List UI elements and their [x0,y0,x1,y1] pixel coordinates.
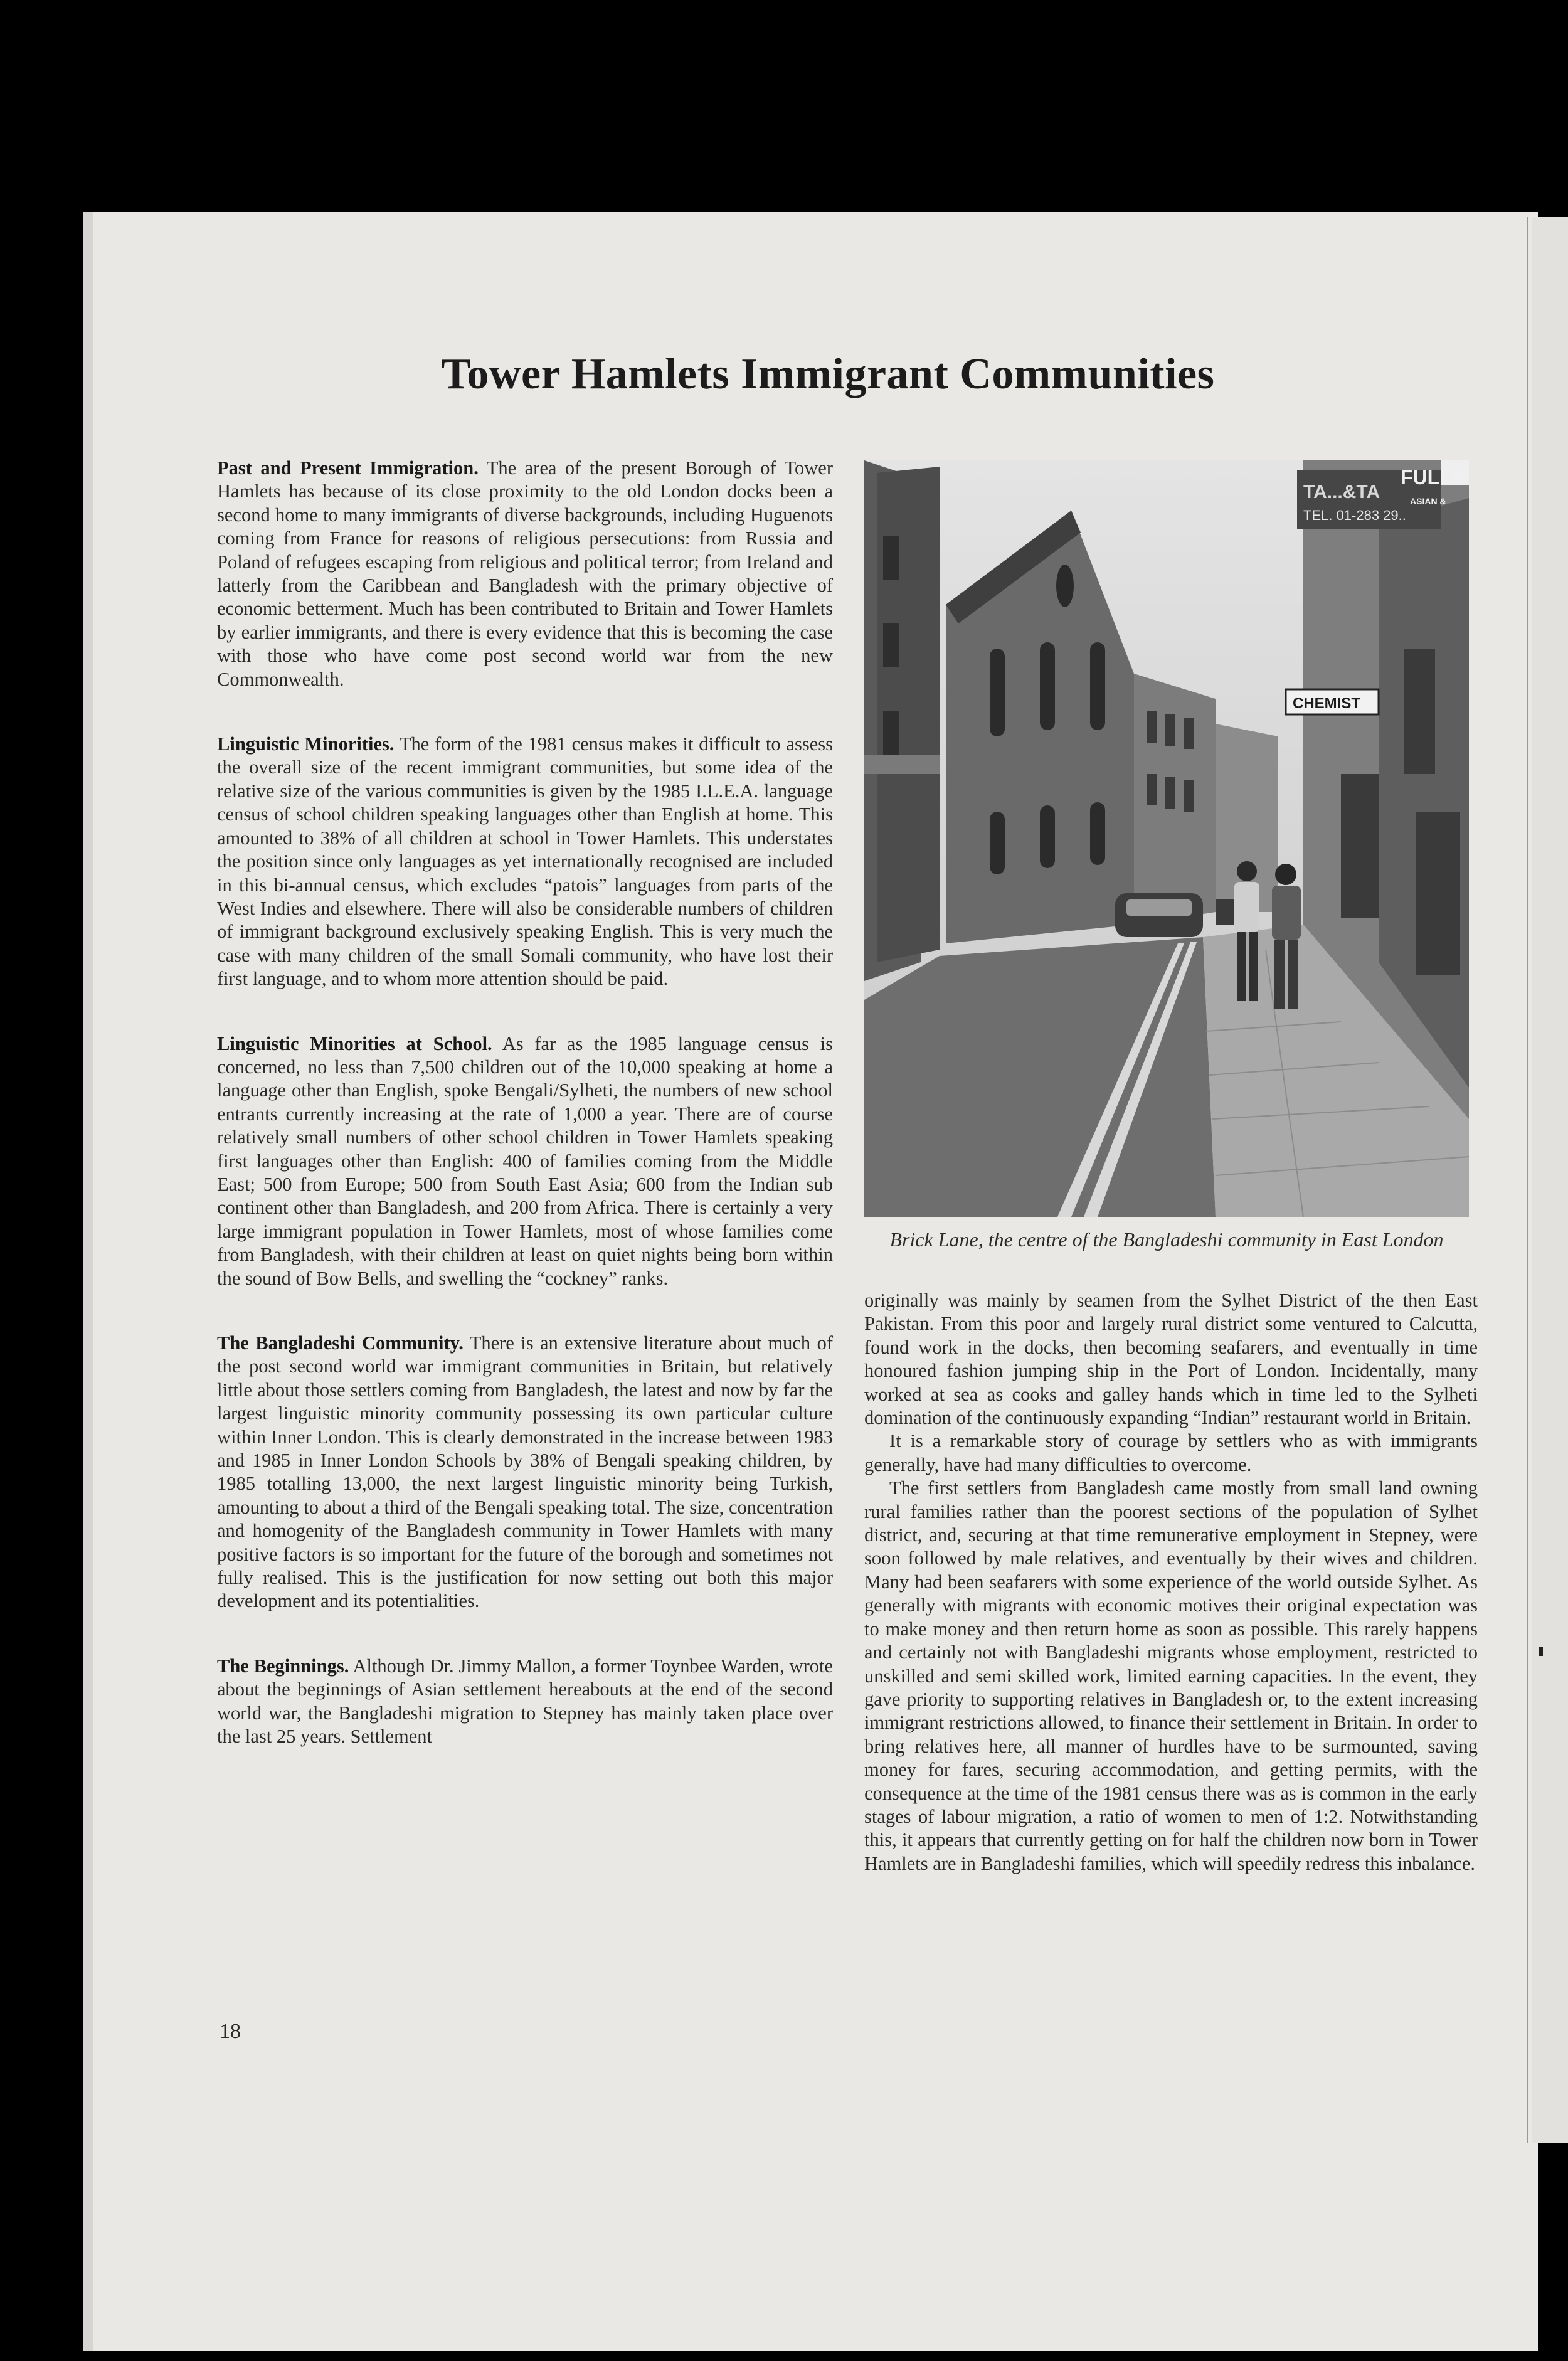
section-text: As far as the 1985 language census is concerned, no less than 7,500 children out of the 10,000 speaking at home a language other than English, spoke Bengali/Sylheti, the numbers of new school entrants currently increasing at the rate of 1,000 a year. There are of course relatively small numbers of other school children in Tower Hamlets speaking first languages other than English: 400 of families coming from the Middle East; 500 from Europe; 500 from South East Asia; 600 from the Indian sub continent other than Bangladesh, and 200 from Africa. There is certainly a very large immigrant population in Tower Hamlets, most of whose families come from Bangladesh, with their children at least on quiet nights being born within the sound of Bow Bells, and swelling the “cockney” ranks. [217,1032,833,1289]
page-number: 18 [220,2020,241,2043]
paragraph-courage: It is a remarkable story of courage by settlers who as with immigrants generally, have had many difficulties to overcome. [864,1430,1478,1475]
section-text: Although Dr. Jimmy Mallon, a former Toynbee Warden, wrote about the beginnings of Asian settlement hereabouts at the end of the second world war, the Bangladeshi migration to Stepney has mainly taken place over the last 25 years. Settlement [217,1655,833,1748]
section-past-present-immigration [217,457,833,691]
shop-sign-asian: ASIAN & [1410,496,1446,506]
section-heading: Linguistic Minorities at School. [217,1032,492,1054]
brick-lane-photo [864,460,1469,1217]
section-heading: Linguistic Minorities. [217,733,395,755]
photo-caption: Brick Lane, the centre of the Bangladeshi community in East London [889,1228,1444,1251]
page-title: Tower Hamlets Immigrant Communities [441,349,1215,398]
section-text: The form of the 1981 census makes it difficult to assess the overall size of the recent immigrant communities, but some idea of the relative size of the various communities is given by the 1985 I.L.E.A. language census of school children speaking languages other than English at home. This amounted to 38% of all children at school in Tower Hamlets. This understates the position since only languages as yet internationally recognised are included in this bi-annual census, which excludes “patois” languages from parts of the West Indies and elsewhere. There will also be considerable numbers of children of immigrant background exclusively speaking English. This is very much the case with many children of the small Somali community, who have lost their first language, and to whom more attention should be paid. [217,733,833,990]
street-scene-illustration [864,460,1469,1217]
section-heading: Past and Present Immigration. [217,457,479,479]
section-text: There is an extensive literature about much of the post second world war immigrant communities in Britain, but relatively little about those settlers coming from Bangladesh, the latest and now by far the largest linguistic minority community possessing its own particular culture within Inner London. This is clearly demonstrated in the increase between 1983 and 1985 in Inner London Schools by 38% of Bengali speaking children, by 1985 totalling 13,000, the next largest linguistic minority being Turkish, amounting to about a third of the Bengali speaking total. The size, concentration and homogenity of the Bangladesh community in Tower Hamlets with many positive factors is so important for the future of the borough and sometimes not fully realised. This is the justification for now setting out both this major development and its potentialities. [217,1332,833,1612]
paragraph-sylhet-origins: originally was mainly by seamen from the Sylhet District of the then East Pakistan. From this poor and largely rural district some ventured to Calcutta, found work in the docks, then becoming seafarers, and eventually in time honoured fashion jumping ship in the Port of London. Incidentally, many worked at sea as cooks and galley hands which in time led to the Sylheti domination of the continuously expanding “Indian” restaurant world in Britain. [864,1290,1478,1429]
shop-sign-chemist: CHEMIST [1293,695,1360,712]
margin-mark [1539,1647,1543,1656]
section-linguistic-minorities [217,733,833,990]
section-bangladeshi-community [217,1332,833,1613]
adjacent-page-edge [1532,217,1568,2143]
section-the-beginnings [217,1655,833,1749]
section-heading: The Beginnings. [217,1655,349,1677]
page-binding-edge [83,212,93,2351]
left-column [217,457,833,1749]
section-linguistic-minorities-at-school [217,1032,833,1290]
section-text: The area of the present Borough of Tower Hamlets has because of its close proximity to the old London docks been a second home to many immigrants of diverse backgrounds, including Huguenots coming from France for reasons of religious persecutions: from Russia and Poland of refugees escaping from religious and political terror; from Ireland and latterly from the Caribbean and Bangladesh with the primary objective of economic betterment. Much has been contributed to Britain and Tower Hamlets by earlier immigrants, and there is every evidence that this is becoming the case with those who have come post second world war from the new Commonwealth. [217,457,833,690]
paragraph-first-settlers: The first settlers from Bangladesh came mostly from small land owning rural families rather than the poorest sections of the population of Sylhet district, and, securing at that time remunerative employment in Stepney, were soon followed by male relatives, and eventually by their wives and children. Many had been seafarers with some experience of the world outside Sylhet. As generally with migrants with economic motives their original expectation was to make money and then return home as soon as possible. This rarely happens and certainly not with Bangladeshi migrants whose employment, restricted to unskilled and semi skilled work, limited earning capacities. In the event, they gave priority to supporting relatives in Bangladesh or, to the extent increasing immigrant restrictions allowed, to finance their settlement in Britain. In order to bring relatives here, all manner of hurdles have to be surmounted, saving money for fares, securing accommodation, and getting permits, with the consequence at the time of the 1981 census there was as is common in the early stages of labour migration, a ratio of women to men of 1:2. Notwithstanding this, it appears that currently getting on for half the children now born in Tower Hamlets are in Bangladeshi families, which will speedily redress this inbalance. [864,1477,1478,1874]
shop-sign-takeaway: TA...&TA [1303,482,1380,502]
section-heading: The Bangladeshi Community. [217,1332,464,1354]
right-column [864,1289,1478,1876]
page-gutter-line [1527,217,1528,2143]
shop-sign-fully: FULLY [1401,466,1464,489]
shop-sign-phone: TEL. 01-283 29.. [1303,507,1406,523]
